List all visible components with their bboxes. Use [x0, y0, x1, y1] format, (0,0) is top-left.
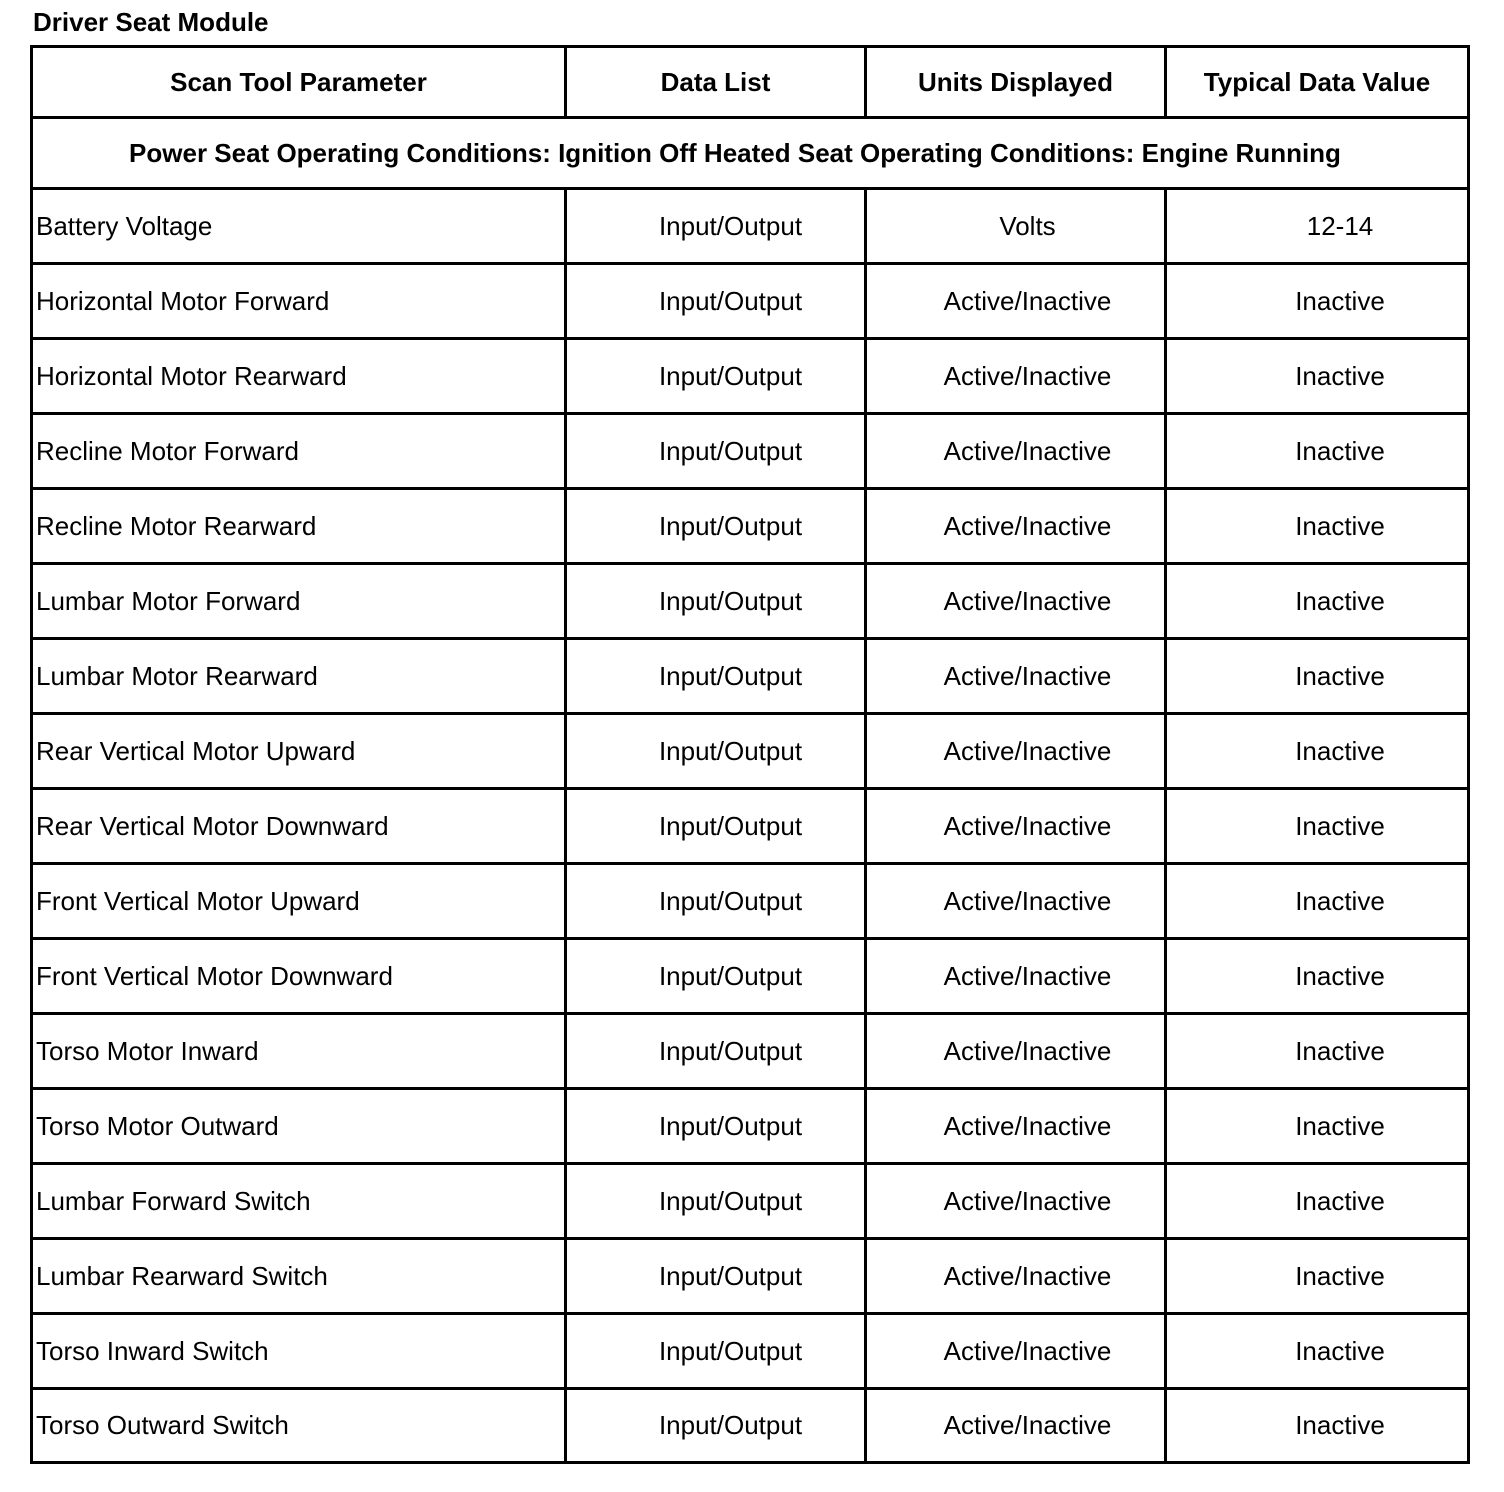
cell-parameter: Horizontal Motor Rearward	[32, 339, 566, 414]
table-row	[32, 939, 1469, 1014]
cell-parameter: Recline Motor Forward	[32, 414, 566, 489]
operating-conditions-text: Power Seat Operating Conditions: Ignition Off Heated Seat Operating Conditions: Engine Running	[129, 137, 1341, 168]
cell-typical-value: Inactive	[1166, 789, 1469, 864]
cell-parameter: Lumbar Motor Rearward	[32, 639, 566, 714]
cell-data-list: Input/Output	[566, 564, 866, 639]
cell-data-list: Input/Output	[566, 189, 866, 264]
cell-units: Active/Inactive	[866, 564, 1166, 639]
cell-data-list: Input/Output	[566, 1164, 866, 1239]
cell-data-list: Input/Output	[566, 789, 866, 864]
cell-parameter: Horizontal Motor Forward	[32, 264, 566, 339]
table-row	[32, 264, 1469, 339]
cell-units: Active/Inactive	[866, 939, 1166, 1014]
table-row	[32, 1014, 1469, 1089]
cell-parameter: Rear Vertical Motor Upward	[32, 714, 566, 789]
cell-units: Active/Inactive	[866, 1314, 1166, 1389]
cell-typical-value: Inactive	[1166, 1314, 1469, 1389]
cell-parameter: Recline Motor Rearward	[32, 489, 566, 564]
cell-data-list: Input/Output	[566, 414, 866, 489]
cell-data-list: Input/Output	[566, 714, 866, 789]
cell-data-list: Input/Output	[566, 489, 866, 564]
cell-data-list: Input/Output	[566, 264, 866, 339]
cell-units: Volts	[866, 189, 1166, 264]
cell-units: Active/Inactive	[866, 639, 1166, 714]
cell-data-list: Input/Output	[566, 939, 866, 1014]
table-header-row	[32, 47, 1469, 118]
cell-units: Active/Inactive	[866, 1164, 1166, 1239]
cell-typical-value: Inactive	[1166, 864, 1469, 939]
cell-parameter: Torso Outward Switch	[32, 1389, 566, 1463]
cell-typical-value: Inactive	[1166, 264, 1469, 339]
table-row	[32, 789, 1469, 864]
cell-typical-value: Inactive	[1166, 1014, 1469, 1089]
table-row	[32, 714, 1469, 789]
cell-parameter: Front Vertical Motor Upward	[32, 864, 566, 939]
cell-typical-value: Inactive	[1166, 1164, 1469, 1239]
table-row	[32, 864, 1469, 939]
cell-units: Active/Inactive	[866, 789, 1166, 864]
cell-typical-value: Inactive	[1166, 1239, 1469, 1314]
cell-parameter: Lumbar Forward Switch	[32, 1164, 566, 1239]
table-row	[32, 489, 1469, 564]
page-title: Driver Seat Module	[33, 7, 269, 37]
cell-typical-value: Inactive	[1166, 1389, 1469, 1463]
cell-units: Active/Inactive	[866, 264, 1166, 339]
cell-units: Active/Inactive	[866, 414, 1166, 489]
table-row	[32, 1164, 1469, 1239]
scan-data-table	[30, 45, 1470, 1464]
cell-typical-value: Inactive	[1166, 489, 1469, 564]
header-units-displayed: Units Displayed	[866, 47, 1166, 118]
cell-typical-value: Inactive	[1166, 339, 1469, 414]
cell-data-list: Input/Output	[566, 339, 866, 414]
table-row	[32, 1314, 1469, 1389]
cell-typical-value: Inactive	[1166, 939, 1469, 1014]
table-row	[32, 1389, 1469, 1463]
cell-units: Active/Inactive	[866, 714, 1166, 789]
cell-units: Active/Inactive	[866, 339, 1166, 414]
table-row	[32, 639, 1469, 714]
cell-parameter: Lumbar Rearward Switch	[32, 1239, 566, 1314]
operating-conditions-row	[32, 118, 1469, 189]
header-scan-tool-parameter: Scan Tool Parameter	[32, 47, 566, 118]
cell-units: Active/Inactive	[866, 864, 1166, 939]
cell-typical-value: Inactive	[1166, 414, 1469, 489]
cell-parameter: Torso Motor Outward	[32, 1089, 566, 1164]
cell-parameter: Torso Inward Switch	[32, 1314, 566, 1389]
operating-conditions-cell	[32, 118, 1469, 189]
cell-parameter: Battery Voltage	[32, 189, 566, 264]
cell-data-list: Input/Output	[566, 1389, 866, 1463]
header-typical-data-value: Typical Data Value	[1166, 47, 1469, 118]
cell-data-list: Input/Output	[566, 864, 866, 939]
cell-parameter: Rear Vertical Motor Downward	[32, 789, 566, 864]
header-data-list: Data List	[566, 47, 866, 118]
table-row	[32, 189, 1469, 264]
cell-parameter: Torso Motor Inward	[32, 1014, 566, 1089]
cell-units: Active/Inactive	[866, 1389, 1166, 1463]
cell-units: Active/Inactive	[866, 489, 1166, 564]
cell-data-list: Input/Output	[566, 1314, 866, 1389]
cell-units: Active/Inactive	[866, 1089, 1166, 1164]
cell-typical-value: Inactive	[1166, 564, 1469, 639]
table-row	[32, 1239, 1469, 1314]
table-row	[32, 414, 1469, 489]
cell-parameter: Lumbar Motor Forward	[32, 564, 566, 639]
cell-data-list: Input/Output	[566, 1089, 866, 1164]
cell-units: Active/Inactive	[866, 1014, 1166, 1089]
cell-data-list: Input/Output	[566, 1239, 866, 1314]
table-row	[32, 1089, 1469, 1164]
cell-data-list: Input/Output	[566, 639, 866, 714]
cell-data-list: Input/Output	[566, 1014, 866, 1089]
cell-typical-value: 12-14	[1166, 189, 1469, 264]
cell-typical-value: Inactive	[1166, 639, 1469, 714]
cell-typical-value: Inactive	[1166, 1089, 1469, 1164]
table-row	[32, 564, 1469, 639]
cell-typical-value: Inactive	[1166, 714, 1469, 789]
table-row	[32, 339, 1469, 414]
cell-parameter: Front Vertical Motor Downward	[32, 939, 566, 1014]
cell-units: Active/Inactive	[866, 1239, 1166, 1314]
